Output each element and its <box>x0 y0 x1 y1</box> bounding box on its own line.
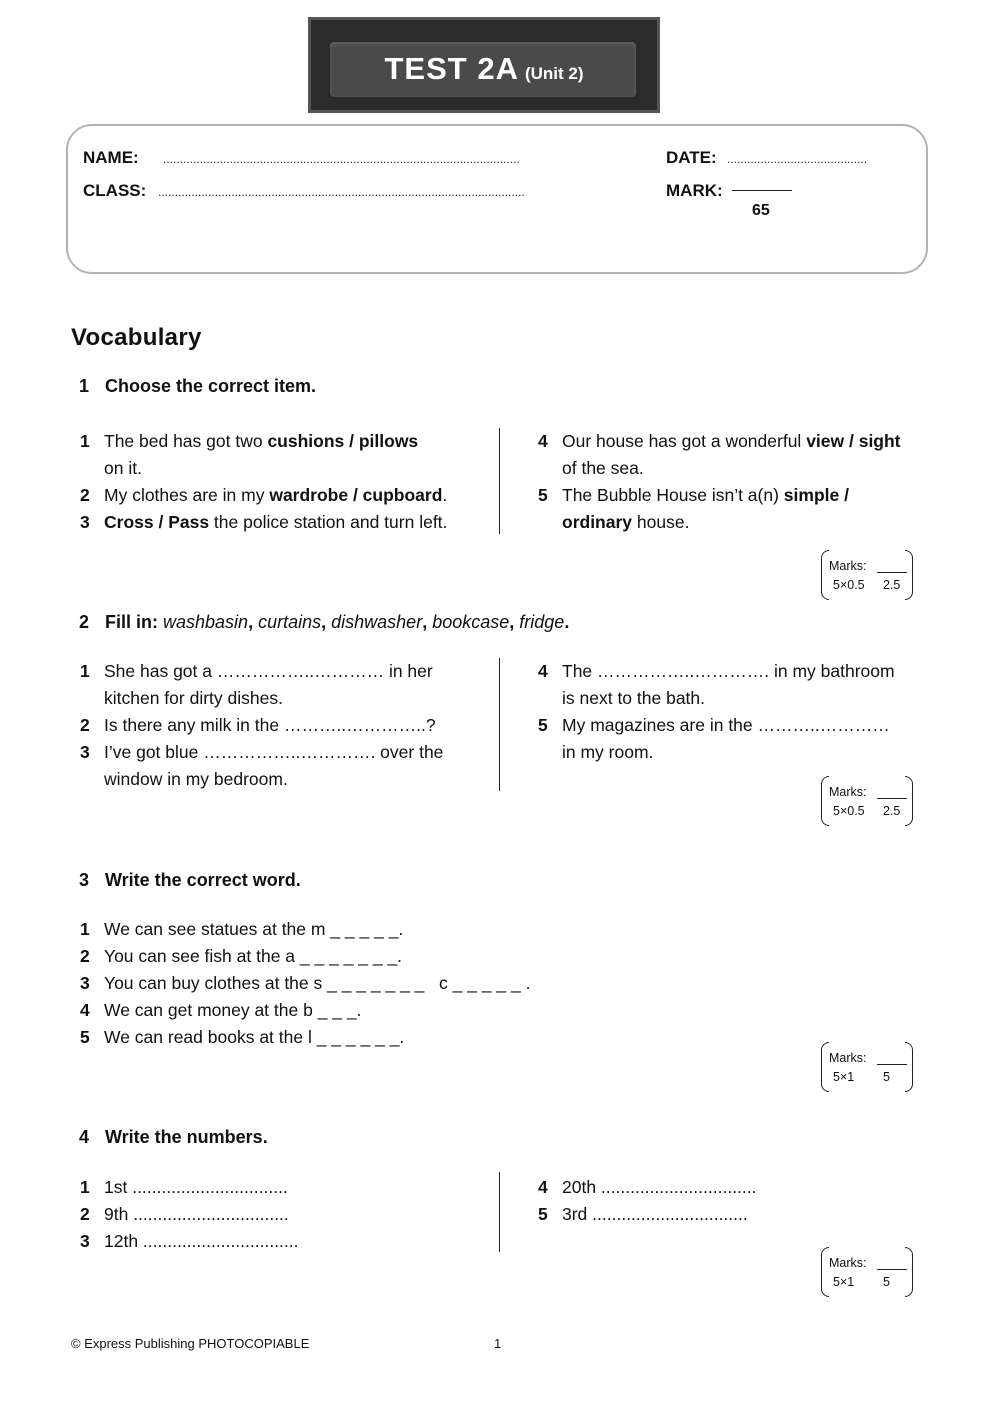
column-divider <box>499 658 500 791</box>
name-label: NAME: <box>83 148 139 167</box>
word-bank-item: bookcase <box>432 612 510 632</box>
marks-box: Marks: 5×0.5 2.5 <box>821 776 913 826</box>
marks-box: Marks: 5×0.5 2.5 <box>821 550 913 600</box>
title-text <box>308 51 660 87</box>
gap-fill-text[interactable]: You can see fish at the a _ _ _ _ _ _ _. <box>104 946 403 966</box>
choice-options[interactable]: wardrobe / cupboard <box>269 485 443 505</box>
word-bank-item: washbasin <box>163 612 249 632</box>
choice-options[interactable]: Cross / Pass <box>104 512 210 532</box>
task-1-heading <box>79 376 316 397</box>
task-4-heading <box>79 1127 268 1148</box>
task-2-heading: 2 Fill in: washbasin, curtains, dishwasher, bookcase, fridge. <box>79 612 570 632</box>
task-2-instruction: Fill in: <box>105 612 158 632</box>
gap-fill-text[interactable]: We can read books at the l _ _ _ _ _ _. <box>104 1027 405 1047</box>
mark-fraction-line <box>732 190 792 191</box>
gap-fill-text[interactable]: 3rd ................................ <box>562 1204 748 1224</box>
section-title: Vocabulary <box>71 324 202 351</box>
gap-fill-text[interactable]: She has got a ……………..………… in her <box>104 661 433 681</box>
choice-options[interactable]: view / sight <box>806 431 901 451</box>
gap-fill-text[interactable]: We can see statues at the m _ _ _ _ _. <box>104 919 404 939</box>
task-2-number: 2 <box>79 612 90 632</box>
gap-fill-text[interactable]: You can buy clothes at the s _ _ _ _ _ _ _ c _ _ _ _ _ . <box>104 973 531 993</box>
date-label: DATE: <box>666 148 717 167</box>
choice-options[interactable]: simple / <box>783 485 849 505</box>
gap-fill-text[interactable]: The ……………..…………. in my bathroom <box>562 661 895 681</box>
column-divider <box>499 428 500 534</box>
test-unit: (Unit 2) <box>524 64 584 83</box>
task-4-number: 4 <box>79 1127 90 1147</box>
task-1-instruction: Choose the correct item. <box>105 376 317 396</box>
gap-fill-text[interactable]: 12th ................................ <box>104 1231 299 1251</box>
task-3-instruction: Write the correct word. <box>105 870 301 890</box>
test-title: TEST 2A <box>384 51 519 86</box>
gap-fill-text[interactable]: My magazines are in the ………..………… <box>562 715 890 735</box>
choice-options[interactable]: cushions / pillows <box>267 431 419 451</box>
task-1-number: 1 <box>79 376 90 396</box>
name-field[interactable]: ........................................................................................................... <box>163 152 520 166</box>
task-3-number: 3 <box>79 870 90 890</box>
gap-fill-text[interactable]: 1st ................................ <box>104 1177 288 1197</box>
marks-box: Marks: 5×1 5 <box>821 1247 913 1297</box>
date-field[interactable]: .......................................... <box>727 152 868 166</box>
task-3-heading <box>79 870 301 891</box>
gap-fill-text[interactable]: 20th ................................ <box>562 1177 757 1197</box>
choice-options[interactable]: ordinary <box>562 512 633 532</box>
column-divider <box>499 1172 500 1252</box>
gap-fill-text[interactable]: We can get money at the b _ _ _. <box>104 1000 362 1020</box>
mark-label: MARK: <box>666 181 723 200</box>
student-info-box <box>66 124 928 274</box>
class-label: CLASS: <box>83 181 147 200</box>
gap-fill-text[interactable]: I’ve got blue ……………..…………. over the <box>104 742 444 762</box>
mark-total: 65 <box>752 202 770 219</box>
gap-fill-text[interactable]: 9th ................................ <box>104 1204 289 1224</box>
word-bank-item: dishwasher <box>331 612 423 632</box>
task-4-instruction: Write the numbers. <box>105 1127 268 1147</box>
gap-fill-text[interactable]: Is there any milk in the ………..…………..? <box>104 715 436 735</box>
word-bank-item: fridge <box>519 612 565 632</box>
title-banner <box>308 17 660 113</box>
footer-copyright: © Express Publishing PHOTOCOPIABLE <box>71 1336 310 1351</box>
marks-box: Marks: 5×1 5 <box>821 1042 913 1092</box>
page-number: 1 <box>494 1336 502 1351</box>
word-bank-item: curtains <box>258 612 322 632</box>
class-field[interactable]: .............................................................................................................. <box>158 185 525 199</box>
